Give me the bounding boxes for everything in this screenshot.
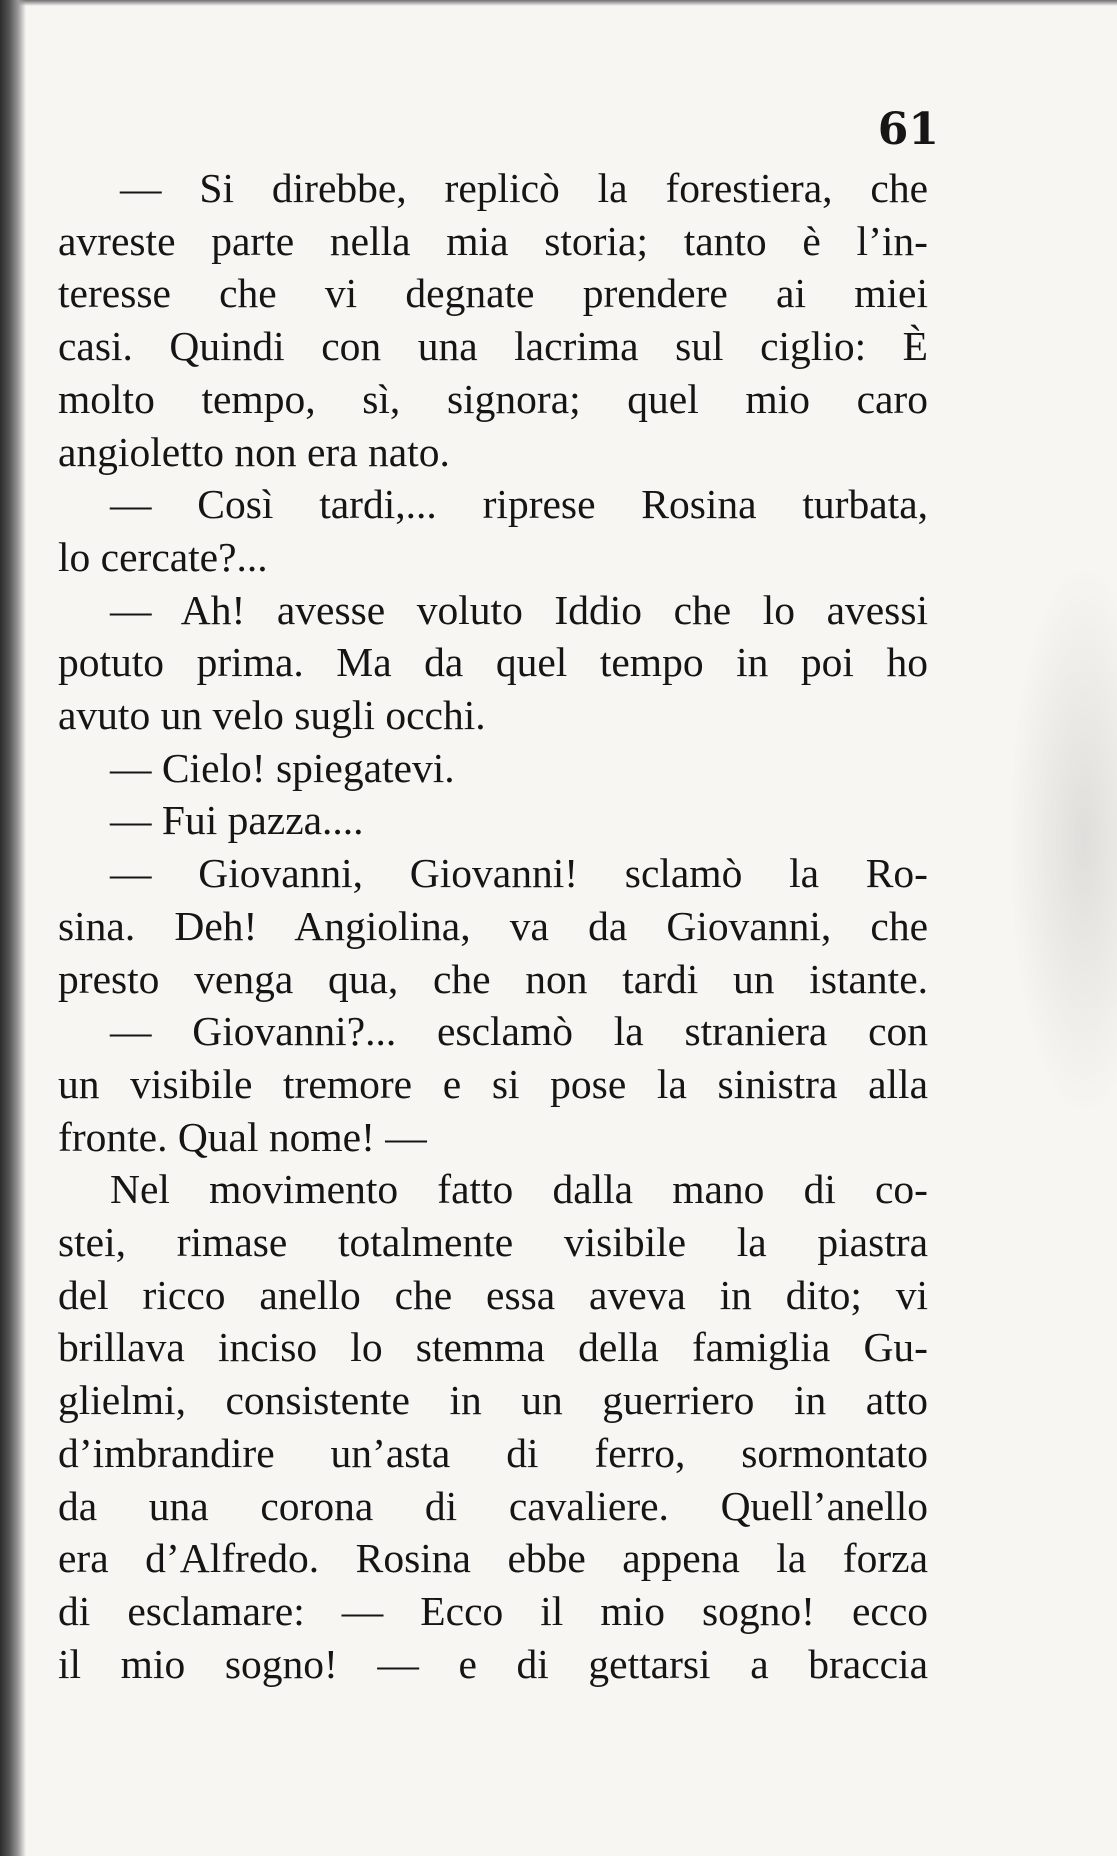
text-line: fronte. Qual nome! — (58, 1113, 427, 1160)
text-line: sina. Deh! Angiolina, va da Giovanni, che (58, 902, 928, 949)
text-line: del ricco anello che essa aveva in dito; vi (58, 1271, 928, 1318)
text-line: avuto un velo sugli occhi. (58, 692, 486, 739)
text-line: — Cielo! spiegatevi. (110, 744, 455, 791)
text-line: — Si direbbe, replicò la forestiera, che (120, 165, 928, 211)
text-line: brillava inciso lo stemma della famiglia Gu- (58, 1324, 928, 1371)
page-number: 61 (877, 104, 939, 155)
text-line: casi. Quindi con una lacrima sul ciglio: È (58, 323, 928, 370)
show-through-smudge (1007, 560, 1117, 1120)
text-line: presto venga qua, che non tardi un istante. (58, 955, 928, 1002)
text-line: era d’Alfredo. Rosina ebbe appena la forza (58, 1535, 928, 1582)
text-line: — Ah! avesse voluto Iddio che lo avessi (110, 586, 928, 633)
text-line: un visibile tremore e si pose la sinistra alla (58, 1060, 928, 1107)
text-line: avreste parte nella mia storia; tanto è l’in- (58, 217, 928, 264)
text-line: glielmi, consistente in un guerriero in atto (58, 1377, 928, 1424)
spine-shadow (0, 0, 26, 1856)
text-line: teresse che vi degnate prendere ai miei (58, 270, 928, 317)
text-line: molto tempo, sì, signora; quel mio caro (58, 375, 928, 422)
text-line: angioletto non era nato. (58, 428, 450, 475)
text-line: Nel movimento fatto dalla mano di co- (110, 1166, 928, 1213)
text-line: di esclamare: — Ecco il mio sogno! ecco (58, 1587, 928, 1634)
text-line: da una corona di cavaliere. Quell’anello (58, 1482, 928, 1529)
text-line: — Giovanni, Giovanni! sclamò la Ro- (110, 850, 928, 897)
text-line: — Così tardi,... riprese Rosina turbata, (110, 481, 928, 528)
page-top-edge (0, 0, 1117, 6)
text-line: — Giovanni?... esclamò la straniera con (110, 1008, 928, 1055)
body-text (58, 162, 928, 1690)
text-line: lo cercate?... (58, 533, 268, 580)
text-line: potuto prima. Ma da quel tempo in poi ho (58, 639, 928, 686)
text-line: — Fui pazza.... (110, 797, 364, 844)
text-line: il mio sogno! — e di gettarsi a braccia (58, 1640, 928, 1687)
text-line: d’imbrandire un’asta di ferro, sormontato (58, 1429, 928, 1476)
text-line: stei, rimase totalmente visibile la piastra (58, 1219, 928, 1266)
